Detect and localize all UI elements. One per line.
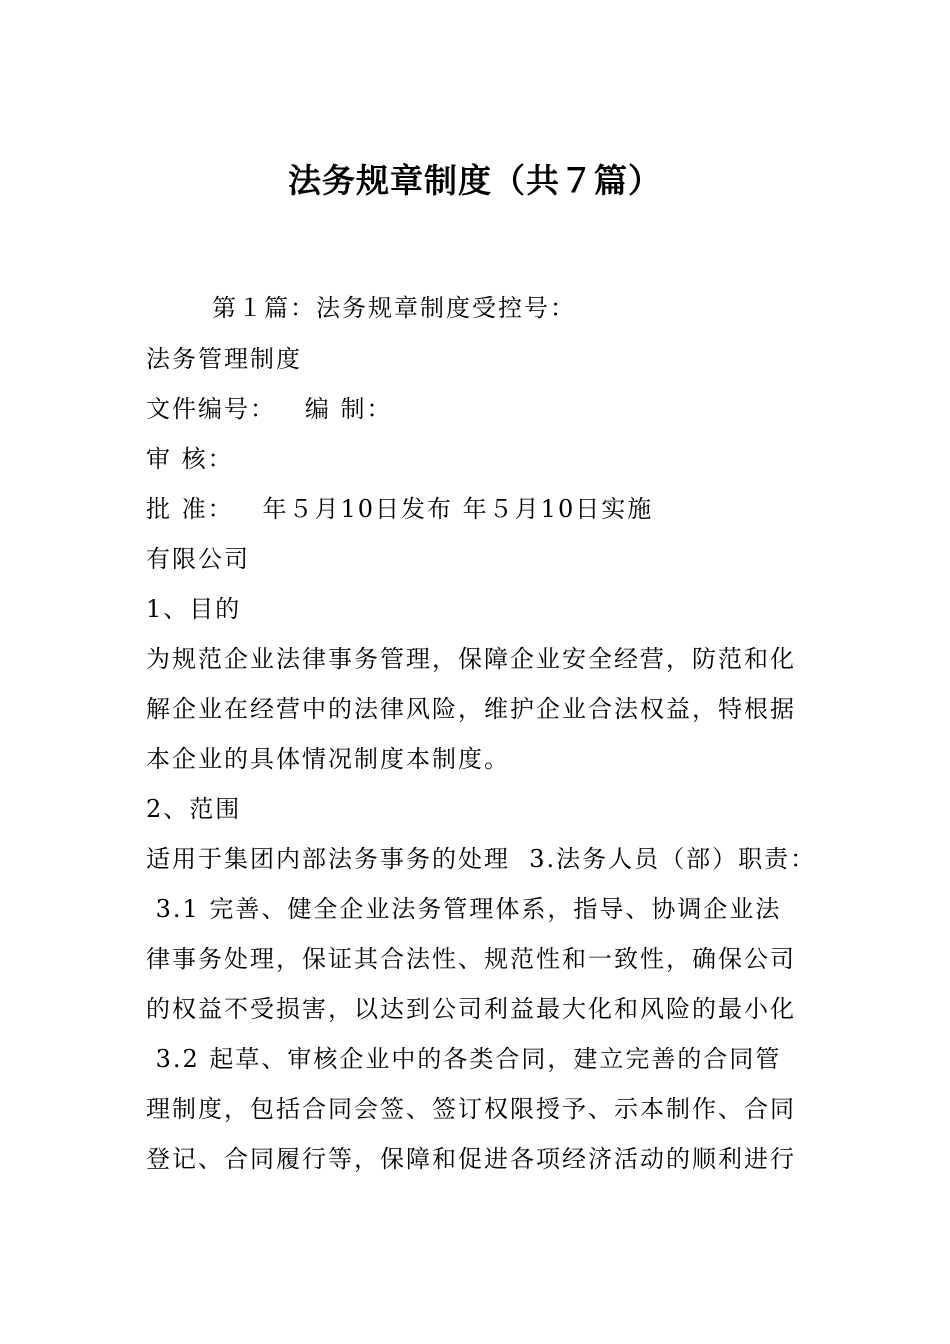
paragraph-line: 为规范企业法律事务管理，保障企业安全经营，防范和化 (146, 645, 796, 673)
paragraph-line: 理制度，包括合同会签、签订权限授予、示本制作、合同 (146, 1095, 796, 1123)
system-name: 法务管理制度 (146, 345, 302, 373)
review-line: 审 核： (146, 445, 234, 473)
section-heading-scope: 2、范围 (146, 795, 242, 823)
document-title: 法务规章制度（共７篇） (288, 161, 662, 200)
file-number-line: 文件编号： 编 制： (146, 395, 393, 423)
paragraph-line: 适用于集团内部法务事务的处理 3.法务人员（部）职责： (146, 845, 817, 873)
paragraph-line: 3.1 完善、健全企业法务管理体系，指导、协调企业法 (146, 895, 782, 923)
chapter-heading: 第１篇：法务规章制度受控号： (212, 294, 576, 322)
paragraph-line: 解企业在经营中的法律风险，维护企业合法权益，特根据 (146, 695, 796, 723)
paragraph-line: 3.2 起草、审核企业中的各类合同，建立完善的合同管 (146, 1045, 782, 1073)
paragraph-line: 登记、合同履行等，保障和促进各项经济活动的顺利进行 (146, 1145, 796, 1173)
paragraph-line: 的权益不受损害，以达到公司利益最大化和风险的最小化 (146, 995, 796, 1023)
paragraph-line: 律事务处理，保证其合法性、规范性和一致性，确保公司 (146, 945, 796, 973)
company-line: 有限公司 (146, 545, 250, 573)
paragraph-line: 本企业的具体情况制度本制度。 (146, 745, 510, 773)
approval-line: 批 准： 年５月10日发布 年５月10日实施 (146, 495, 654, 523)
section-heading-purpose: 1、目的 (146, 595, 242, 623)
